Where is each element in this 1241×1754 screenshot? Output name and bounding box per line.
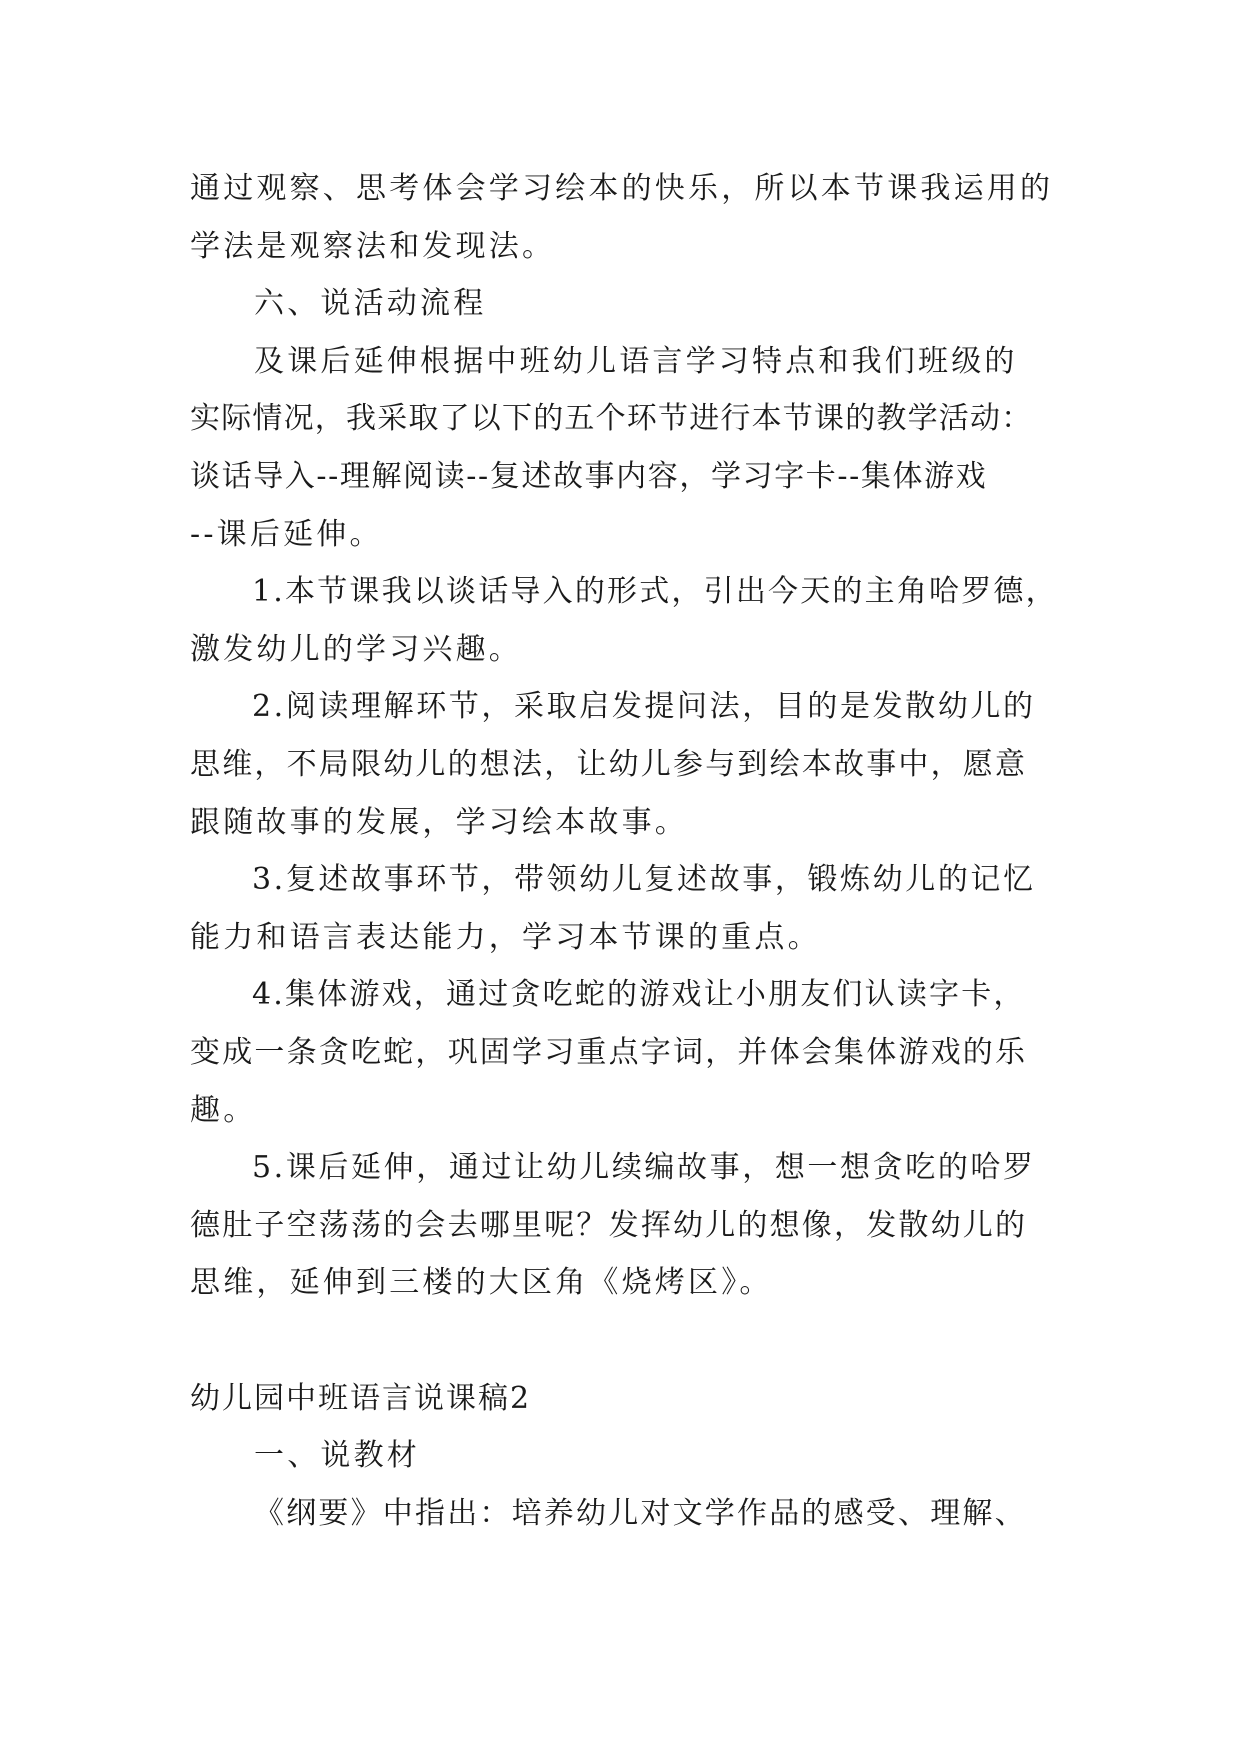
paragraph-line: 通过观察、思考体会学习绘本的快乐，所以本节课我运用的 (190, 171, 1054, 206)
paragraph-line: 德肚子空荡荡的会去哪里呢？发挥幼儿的想像，发散幼儿的 (190, 1207, 1028, 1243)
paragraph-line: 思维，不局限幼儿的想法，让幼儿参与到绘本故事中，愿意 (190, 746, 1028, 782)
section-spacer (190, 1312, 1070, 1370)
list-item-1: 1.本节课我以谈话导入的形式，引出今天的主角哈罗德， (252, 574, 1058, 610)
paragraph-line: 激发幼儿的学习兴趣。 (190, 631, 522, 667)
paragraph-line: 变成一条贪吃蛇，巩固学习重点字词，并体会集体游戏的乐 (190, 1034, 1028, 1070)
paragraph-line: --课后延伸。 (190, 516, 383, 552)
list-item-2: 2.阅读理解环节，采取启发提问法，目的是发散幼儿的 (252, 689, 1036, 725)
section-title: 幼儿园中班语言说课稿2 (190, 1380, 532, 1416)
paragraph-line: 跟随故事的发展，学习绘本故事。 (190, 804, 688, 840)
section-heading-1: 一、说教材 (254, 1438, 420, 1474)
paragraph-line: 思维，延伸到三楼的大区角《烧烤区》。 (190, 1265, 773, 1301)
paragraph-line: 及课后延伸根据中班幼儿语言学习特点和我们班级的 (254, 343, 1018, 379)
list-item-4: 4.集体游戏，通过贪吃蛇的游戏让小朋友们认读字卡， (252, 977, 1026, 1013)
list-item-3: 3.复述故事环节，带领幼儿复述故事，锻炼幼儿的记忆 (252, 862, 1036, 898)
list-item-5: 5.课后延伸，通过让幼儿续编故事，想一想贪吃的哈罗 (252, 1150, 1036, 1186)
paragraph-line: 《纲要》中指出：培养幼儿对文学作品的感受、理解、 (254, 1496, 1027, 1532)
document-page (190, 160, 1070, 1543)
paragraph-line: 谈话导入--理解阅读--复述故事内容，学习字卡--集体游戏 (190, 458, 988, 494)
paragraph-line: 实际情况，我采取了以下的五个环节进行本节课的教学活动： (190, 401, 1033, 437)
paragraph-line: 能力和语言表达能力，学习本节课的重点。 (190, 919, 821, 955)
section-heading-6: 六、说活动流程 (254, 286, 487, 322)
paragraph-line: 趣。 (190, 1092, 257, 1128)
paragraph-line: 学法是观察法和发现法。 (190, 228, 556, 264)
